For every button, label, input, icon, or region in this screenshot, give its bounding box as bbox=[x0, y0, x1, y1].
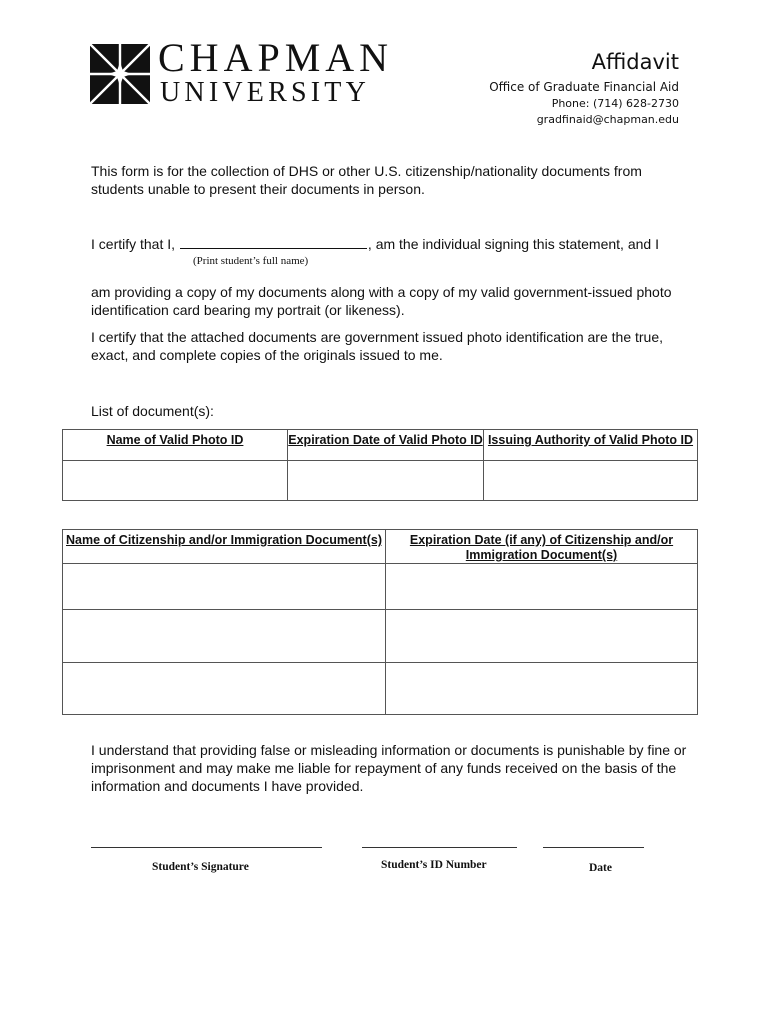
document-title: Affidavit bbox=[591, 50, 679, 74]
table-cell[interactable] bbox=[63, 610, 386, 663]
column-header: Expiration Date of Valid Photo ID bbox=[288, 430, 484, 461]
certify-suffix: , am the individual signing this statement, and I bbox=[367, 236, 659, 252]
certify-prefix: I certify that I, bbox=[91, 236, 179, 252]
table-cell[interactable] bbox=[63, 663, 386, 715]
office-name: Office of Graduate Financial Aid bbox=[489, 80, 679, 94]
table-cell[interactable] bbox=[386, 610, 698, 663]
table-row bbox=[63, 663, 698, 715]
name-field-hint: (Print student’s full name) bbox=[193, 255, 309, 267]
table-row bbox=[63, 610, 698, 663]
certify-attached-paragraph: I certify that the attached documents are government issued photo identification are the true, exact, and complete copies of the originals issued to me. bbox=[91, 329, 664, 363]
student-name-field[interactable] bbox=[180, 236, 367, 249]
table-cell[interactable] bbox=[288, 461, 484, 501]
signature-line[interactable] bbox=[91, 847, 322, 848]
column-header: Name of Valid Photo ID bbox=[63, 430, 288, 461]
office-email: gradfinaid@chapman.edu bbox=[536, 113, 679, 126]
table-row bbox=[63, 564, 698, 610]
providing-paragraph: am providing a copy of my documents along with a copy of my valid government-issued photo identification card bearing my portrait (or likeness). bbox=[91, 284, 672, 318]
certify-statement bbox=[91, 235, 691, 253]
date-line[interactable] bbox=[543, 847, 644, 848]
office-phone: Phone: (714) 628-2730 bbox=[551, 97, 679, 110]
table-cell[interactable] bbox=[63, 461, 288, 501]
student-id-label: Student’s ID Number bbox=[381, 859, 487, 871]
logo-wordmark-university: UNIVERSITY bbox=[160, 77, 370, 108]
table-cell[interactable] bbox=[386, 564, 698, 610]
citizenship-document-table bbox=[62, 529, 698, 715]
photo-id-table bbox=[62, 429, 698, 501]
table-cell[interactable] bbox=[386, 663, 698, 715]
column-header: Name of Citizenship and/or Immigration Document(s) bbox=[63, 530, 386, 564]
table-cell[interactable] bbox=[484, 461, 698, 501]
chapman-star-mark-icon bbox=[90, 44, 150, 104]
table-row bbox=[63, 461, 698, 501]
date-label: Date bbox=[589, 862, 612, 874]
signature-label: Student’s Signature bbox=[152, 861, 249, 873]
student-id-line[interactable] bbox=[362, 847, 517, 848]
understand-paragraph: I understand that providing false or misleading information or documents is punishable by fine or imprisonment and may make me liable for repayment of any funds received on the basis of the information and documents I have provided. bbox=[91, 742, 687, 794]
logo-wordmark-chapman: CHAPMAN bbox=[158, 35, 394, 80]
column-header: Issuing Authority of Valid Photo ID bbox=[484, 430, 698, 461]
column-header: Expiration Date (if any) of Citizenship and/or Immigration Document(s) bbox=[386, 530, 698, 564]
document-list-label: List of document(s): bbox=[91, 403, 214, 419]
table-cell[interactable] bbox=[63, 564, 386, 610]
intro-paragraph: This form is for the collection of DHS or other U.S. citizenship/nationality documents from students unable to present their documents in person. bbox=[91, 163, 642, 197]
